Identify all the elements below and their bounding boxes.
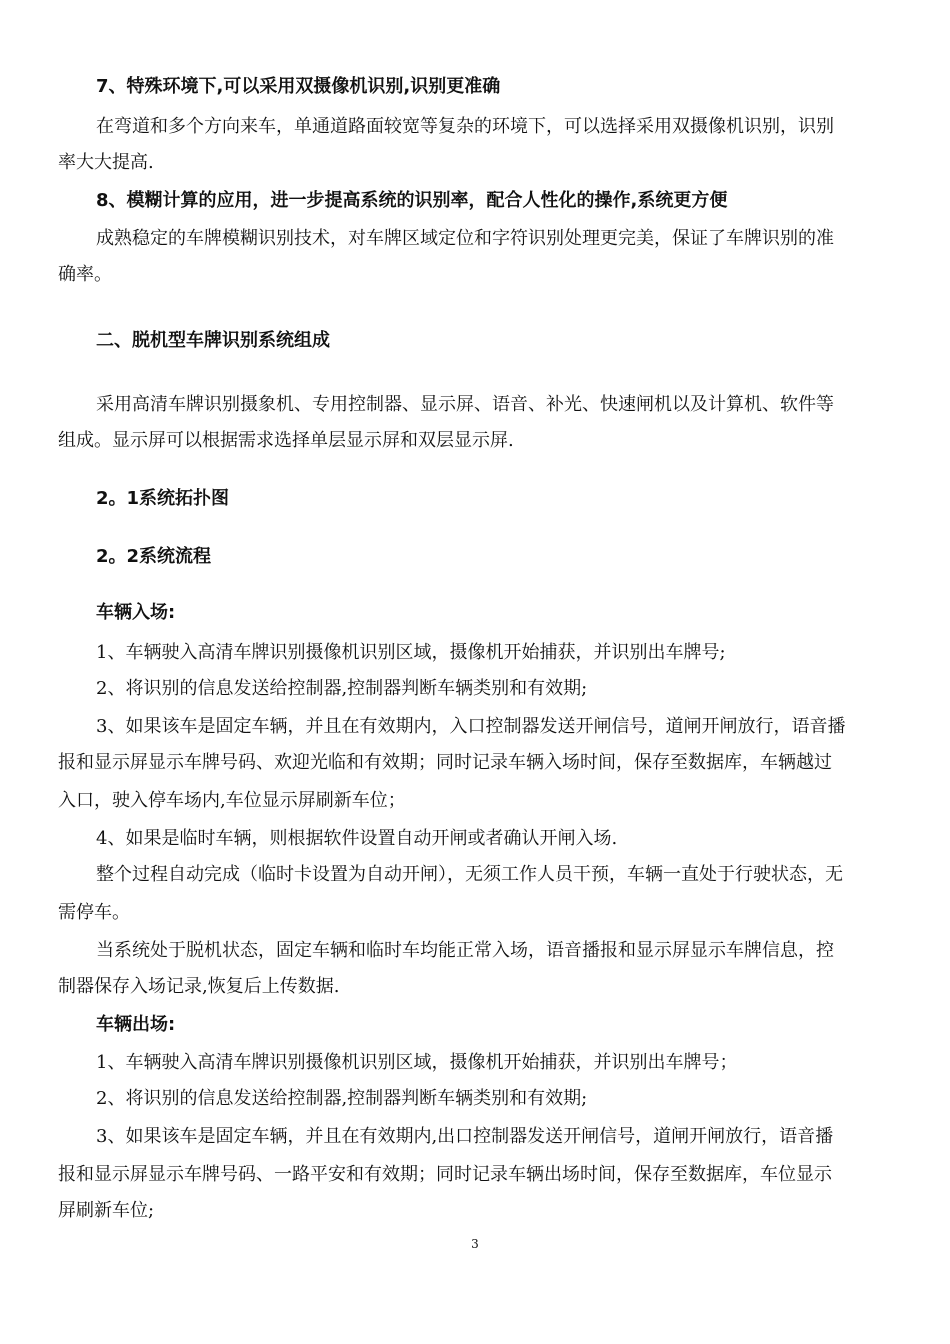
entry-step-1: 1、车辆驶入高清车牌识别摄像机识别区域，摄像机开始捕获，并识别出车牌号; <box>96 642 726 663</box>
item8-paragraph-line: 成熟稳定的车牌模糊识别技术，对车牌区域定位和字符识别处理更完美，保证了车牌识别的准 <box>96 228 834 249</box>
entry-offline-paragraph-line: 当系统处于脱机状态，固定车辆和临时车均能正常入场，语音播报和显示屏显示车牌信息，控 <box>96 940 834 961</box>
entry-paragraph-line: 整个过程自动完成（临时卡设置为自动开闸），无须工作人员干预，车辆一直处于行驶状态，无 <box>96 864 843 885</box>
entry-paragraph-line: 需停车。 <box>58 902 130 923</box>
exit-step-3-line: 报和显示屏显示车牌号码、一路平安和有效期；同时记录车辆出场时间，保存至数据库，车位显示 <box>58 1164 832 1185</box>
entry-heading: 车辆入场: <box>96 602 176 623</box>
section2-paragraph-line: 组成。显示屏可以根据需求选择单层显示屏和双层显示屏. <box>58 430 514 451</box>
entry-offline-paragraph-line: 制器保存入场记录,恢复后上传数据. <box>58 976 340 997</box>
exit-step-3-line: 3、如果该车是固定车辆，并且在有效期内,出口控制器发送开闸信号，道闸开闸放行，语音播 <box>96 1126 834 1147</box>
entry-step-2: 2、将识别的信息发送给控制器,控制器判断车辆类别和有效期; <box>96 678 588 699</box>
section2-paragraph-line: 采用高清车牌识别摄象机、专用控制器、显示屏、语音、补光、快速闸机以及计算机、软件等 <box>96 394 834 415</box>
exit-heading: 车辆出场: <box>96 1014 176 1035</box>
item7-paragraph-line: 在弯道和多个方向来车，单通道路面较宽等复杂的环境下，可以选择采用双摄像机识别，识别 <box>96 116 834 137</box>
exit-step-1: 1、车辆驶入高清车牌识别摄像机识别区域，摄像机开始捕获，并识别出车牌号； <box>96 1052 738 1073</box>
entry-step-3-line: 3、如果该车是固定车辆，并且在有效期内，入口控制器发送开闸信号，道闸开闸放行，语音播 <box>96 716 846 737</box>
section2-heading: 二、脱机型车牌识别系统组成 <box>96 330 330 351</box>
exit-step-3-line: 屏刷新车位; <box>58 1200 155 1221</box>
item7-paragraph-line: 率大大提高. <box>58 152 154 173</box>
entry-step-4: 4、如果是临时车辆，则根据软件设置自动开闸或者确认开闸入场. <box>96 828 618 849</box>
entry-step-3-line: 报和显示屏显示车牌号码、欢迎光临和有效期；同时记录车辆入场时间，保存至数据库，车辆越过 <box>58 752 832 773</box>
entry-step-3-line: 入口，驶入停车场内,车位显示屏刷新车位； <box>58 790 406 811</box>
item7-heading: 7、特殊环境下,可以采用双摄像机识别,识别更准确 <box>96 76 501 97</box>
page-number: 3 <box>471 1237 479 1251</box>
subsection-topology-heading: 2。1系统拓扑图 <box>96 488 230 509</box>
exit-step-2: 2、将识别的信息发送给控制器,控制器判断车辆类别和有效期; <box>96 1088 588 1109</box>
item8-paragraph-line: 确率。 <box>58 264 112 285</box>
item8-heading: 8、模糊计算的应用，进一步提高系统的识别率，配合人性化的操作,系统更方便 <box>96 190 728 211</box>
subsection-flow-heading: 2。2系统流程 <box>96 546 212 567</box>
